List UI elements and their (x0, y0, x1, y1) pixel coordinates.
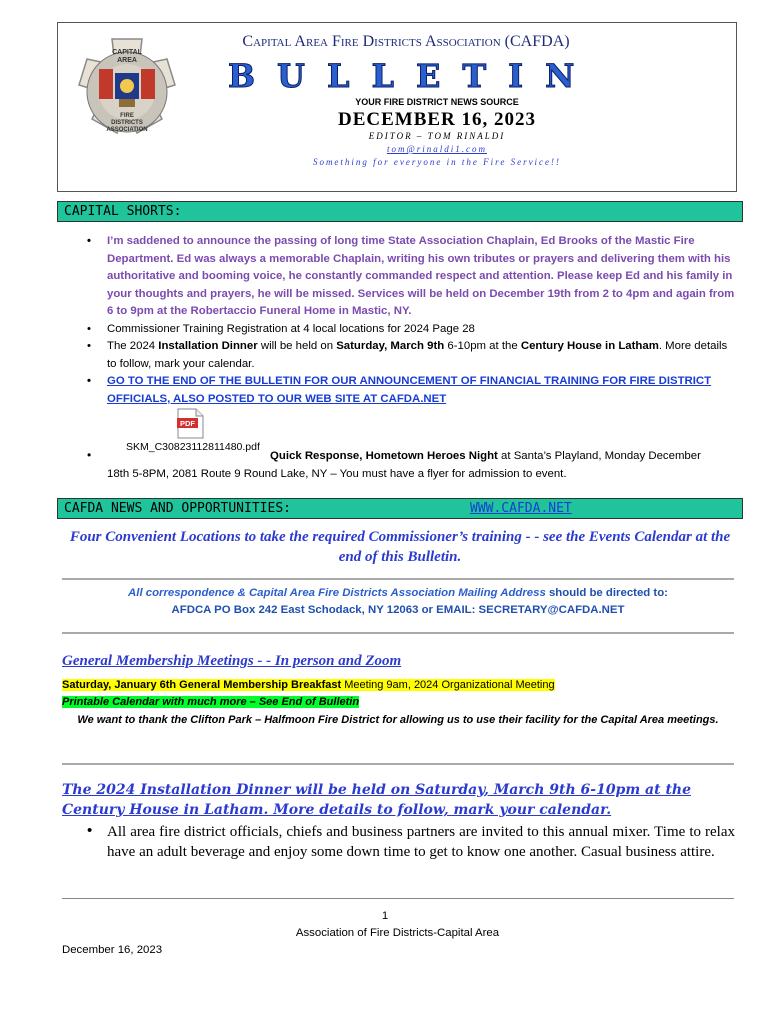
commissioner-training-note: Commissioner Training Registration at 4 local locations for 2024 Page 28 (107, 322, 475, 335)
footer-org-name: Association of Fire Districts-Capital Area (295, 927, 500, 939)
divider (62, 763, 734, 765)
news-title: CAFDA NEWS AND OPPORTUNITIES: (64, 501, 291, 516)
masthead (57, 22, 737, 192)
capital-shorts-list (107, 233, 737, 408)
financial-training-link[interactable]: GO TO THE END OF THE BULLETIN FOR OUR ANNOUNCEMENT OF FINANCIAL TRAINING FOR FIRE DISTRICT OFFICIALS, ALSO POSTED TO OUR WEB SITE AT CAFDA.NET (107, 375, 712, 405)
install-note-text: The 2024 (107, 340, 159, 352)
tagline: YOUR FIRE DISTRICT NEWS SOURCE (355, 97, 519, 107)
pdf-file-icon[interactable] (177, 408, 204, 439)
capital-shorts-title: CAPITAL SHORTS: (64, 204, 182, 219)
install-note-bold: Installation Dinner (158, 340, 258, 352)
correspondence-notice (62, 585, 734, 619)
printable-calendar-note: Printable Calendar with much more – See End of Bulletin (62, 696, 360, 708)
editor-email-link[interactable]: tom@rinaldi1.com (386, 144, 488, 154)
bullet-dot: • (87, 822, 93, 839)
heroes-night-item (107, 448, 737, 483)
capital-shorts-heading (57, 201, 743, 222)
bullet-dot: • (87, 448, 92, 462)
bulletin-title: BULLETIN (228, 57, 597, 95)
install-note-date: Saturday, March 9th (336, 340, 445, 352)
correspondence-label: All correspondence & Capital Area Fire Districts Association Mailing Address (128, 587, 546, 599)
breakfast-meeting-date: Saturday, January 6th General Membership Breakfast (62, 679, 342, 691)
membership-meetings-title: General Membership Meetings - - In person and Zoom (62, 653, 402, 669)
clifton-park-thanks: We want to thank the Clifton Park – Halfmoon Fire District for allowing us to use their facility for the Capital Area meetings. (77, 714, 719, 726)
svg-text:ASSOCIATION: ASSOCIATION (106, 127, 148, 133)
printable-calendar-line (62, 694, 359, 710)
divider (62, 632, 734, 634)
divider (62, 578, 734, 580)
list-item (107, 338, 737, 373)
list-item (107, 233, 737, 321)
org-title: Capital Area Fire Districts Association (CAFDA) (242, 33, 570, 50)
mailing-address: AFDCA PO Box 242 East Schodack, NY 12063 or EMAIL: SECRETARY@CAFDA.NET (171, 604, 625, 616)
list-item (107, 321, 737, 339)
svg-text:PDF: PDF (180, 419, 195, 428)
commissioner-training-headline: Four Convenient Locations to take the required Commissioner’s training - - see the Events Calendar at the end of this Bulletin. (69, 529, 731, 565)
install-note-venue: Century House in Latham (520, 340, 659, 352)
chaplain-notice: I’m saddened to announce the passing of long time State Association Chaplain, Ed Brooks of the Mastic Fire Department. Ed was always a memorable Chaplain, writing his own tributes or prayers and delivering them with his authoritative and booming voice, he constantly commanded respect and attention. Please keep Ed and his family in your thoughts and prayers, he will be missed. Services will be held on December 19th from 2 to 4pm and again from 6 to 9pm at the Robertaccio Funeral Home in Mastic, NY. (107, 235, 735, 317)
list-item[interactable] (107, 373, 737, 408)
breakfast-meeting-line (62, 677, 555, 693)
install-note-text: will be held on (257, 340, 337, 352)
heroes-night-details: 18th 5-8PM, 2081 Route 9 Round Lake, NY – You must have a flyer for admission to event. (107, 467, 567, 480)
heroes-night-text: at Santa’s Playland, Monday December (497, 450, 701, 462)
svg-text:AREA: AREA (117, 57, 137, 64)
install-note-text: 6-10pm at the (444, 340, 521, 352)
news-heading (57, 498, 743, 519)
issue-date: DECEMBER 16, 2023 (337, 109, 537, 130)
page-number: 1 (381, 910, 389, 922)
footer-date: December 16, 2023 (62, 944, 163, 956)
installation-dinner-details: All area fire district officials, chiefs and business partners are invited to this annual mixer. Time to relax have an adult beverage and enjoy some down time to get to know one another. Casual business attire. (107, 824, 735, 860)
footer-divider (62, 898, 734, 899)
heroes-night-title: Quick Response, Hometown Heroes Night (270, 450, 498, 462)
svg-text:DISTRICTS: DISTRICTS (111, 120, 143, 126)
svg-text:FIRE: FIRE (120, 113, 134, 119)
installation-dinner-title: The 2024 Installation Dinner will be held on Saturday, March 9th 6-10pm at the Century House in Latham. More details to follow, mark your calendar. (62, 782, 691, 818)
editor-line: EDITOR – TOM RINALDI (368, 131, 506, 141)
breakfast-meeting-text: Meeting 9am, 2024 Organizational Meeting (341, 679, 555, 691)
correspondence-text: should be directed to: (545, 587, 668, 599)
install-note-text: . More details to follow, mark your calendar. (107, 340, 728, 370)
slogan: Something for everyone in the Fire Service!! (312, 157, 562, 167)
cafda-website-link[interactable]: WWW.CAFDA.NET (470, 501, 572, 516)
svg-text:CAPITAL: CAPITAL (112, 49, 142, 56)
pdf-filename[interactable]: SKM_C30823112811480.pdf (126, 441, 260, 453)
